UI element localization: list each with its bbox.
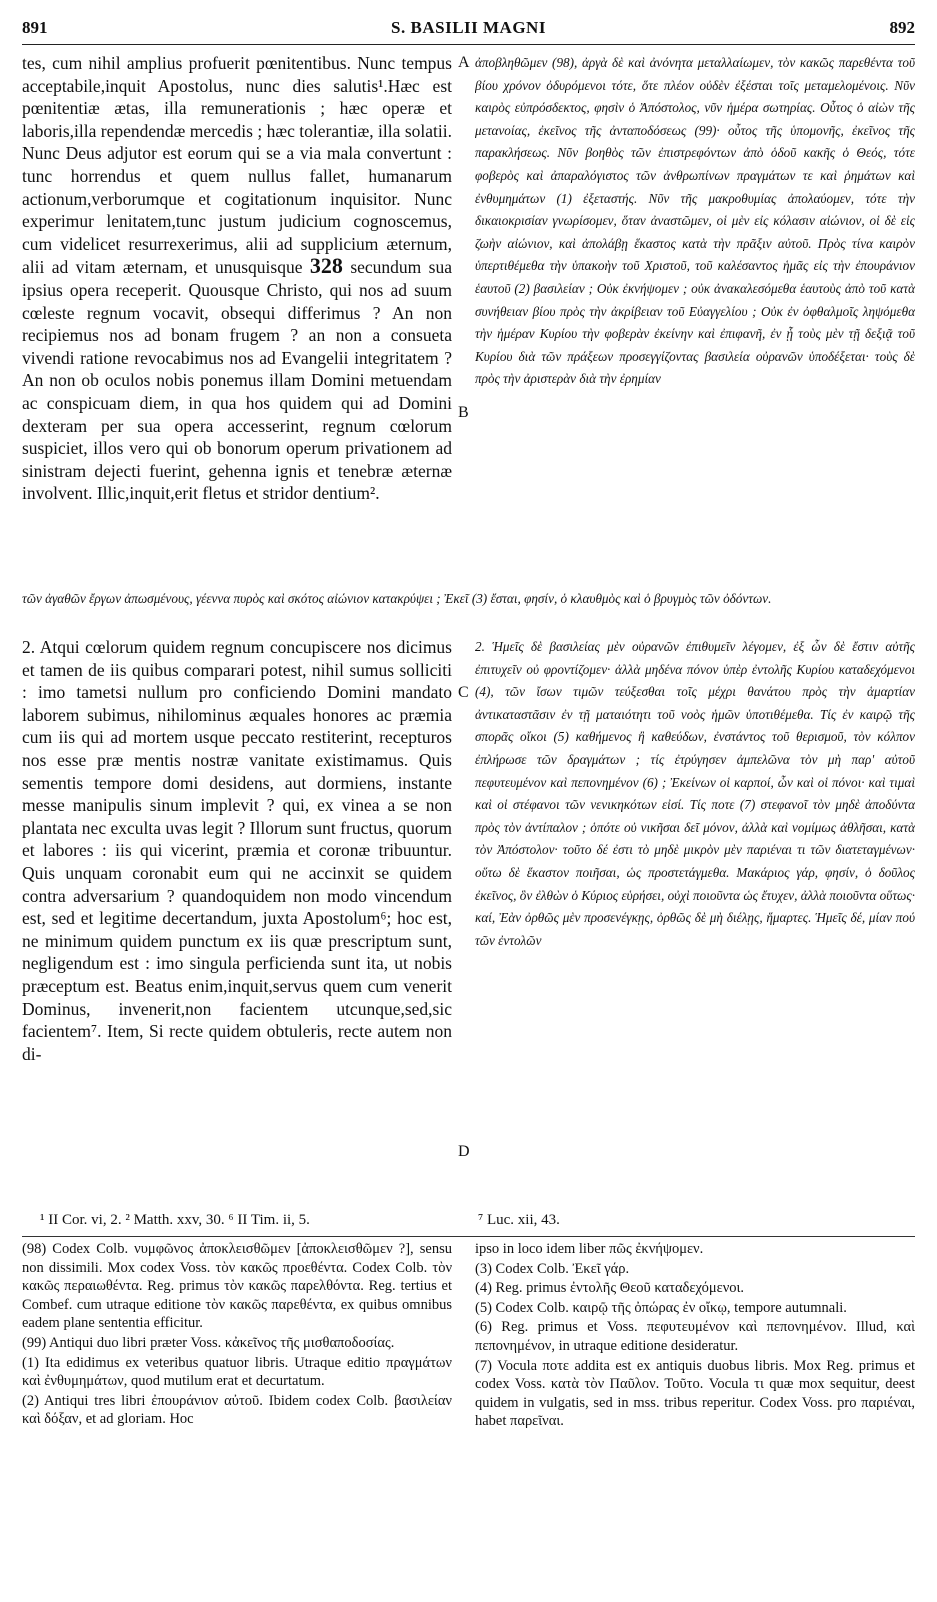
greek-fullwidth-line: [22, 588, 915, 632]
greek-text-fullwidth: τῶν ἀγαθῶν ἔργων ἀπωσμένους, γέεννα πυρὸς καὶ σκότος αἰώνιον κατακρύψει ; Ἐκεῖ (3) ἔσται, φησίν, ὁ κλαυθμὸς καὶ ὁ βρυγμὸς τῶν ὀδόντων.: [22, 591, 772, 606]
latin-column-lower: [22, 636, 452, 1206]
footnote-5: (5) Codex Colb. καιρῷ τῆς ὀπώρας ἐν οἴκῳ, tempore autumnali.: [475, 1299, 847, 1316]
header-rule: [22, 44, 915, 45]
footnote-2: (2) Antiqui tres libri ἐπουράνιον αὐτοῦ. Ibidem codex Colb. βασιλείαν καὶ δόξαν, et ad gloriam. Hoc: [22, 1392, 452, 1428]
footnote-7: (7) Vocula ποτε addita est ex antiquis duobus libris. Mox Reg. primus et codex Voss. κατὰ τὸν Παῦλον. Τοῦτο. Vocula τι quæ mox sequitur, deest quidem in vulgatis, sed in mss. tribus reperitur. Codex Voss. pro παριέναι, habet παρεῖναι.: [475, 1357, 915, 1430]
footnotes-left: [22, 1240, 452, 1596]
footnote-rule: [22, 1236, 915, 1237]
greek-column-upper: [475, 52, 915, 588]
footnote-98: (98) Codex Colb. νυμφῶνος ἀποκλεισθῶμεν [ἀποκλεισθῶμεν ?], sensu non dissimili. Mox codex Voss. τὸν κακῶς προεθέντα. Codex Colb. τὸν κακῶς περαιωθέντα. Reg. primus τὸν κακῶς παρελθόντα. Reg. tertius et Combef. cum utraque editione τὸν κακῶς παρεθέντα, ex quibus omnibus eadem plane sententia efficitur.: [22, 1241, 452, 1332]
margin-marker-d: D: [458, 1143, 470, 1160]
running-title: S. BASILII MAGNI: [391, 18, 546, 37]
latin-text-upper-after: secundum sua ipsius opera receperit. Quousque Christo, qui nos ad suum cœleste regnum vocavit, obsequi differimus ? An non recipiemus nos ad bonam frugem ? an non a consueta vivendi ratione revocabimus nos ad Evangelii integritatem ? An non ob oculos nobis ponemus illam Domini metuendam ac conspicuam diem, in qua hos quidem qui ad Domini dexteram per sua opera accesserint, regnum cœlorum suspiciet, illos vero qui ob bonorum operum privationem ad sinistram dejecti fuerint, gehenna ignis et tenebræ æternæ involvent. Illic,inquit,erit fletus et stridor dentium².: [22, 257, 452, 504]
footnote-1: (1) Ita edidimus ex veteribus quatuor libris. Utraque editio πραγμάτων καὶ ἐνθυμημάτων, quod mutilum erat et decurtatum.: [22, 1354, 452, 1390]
left-page-number: 891: [22, 18, 48, 37]
greek-column-lower: [475, 636, 915, 1206]
footnote-2-continued: ipso in loco idem liber πῶς ἐκνήψομεν.: [475, 1241, 704, 1257]
latin-column-upper: [22, 52, 452, 584]
scripture-references-right: ⁷ Luc. xii, 43.: [478, 1212, 560, 1228]
footnote-99: (99) Antiqui duo libri præter Voss. κἀκεῖνος τῆς μισθαποδοσίας.: [22, 1334, 395, 1351]
footnote-6: (6) Reg. primus et Voss. πεφυτευμένον καὶ πεπονημένον. Illud, καὶ πεπονημένον, in utraque editione desideratur.: [475, 1319, 915, 1354]
latin-text-upper-before: tes, cum nihil amplius profuerit pœnitentibus. Nunc tempus acceptabile,inquit Apostolus, nunc dies salutis¹.Hæc est pœnitentiæ ætas, illa remunerationis ; hæc operæ et laboris,illa rependendæ mercedis ; hæc tolerantiæ, illa solatii. Nunc Deus adjutor est eorum qui se a via mala convertunt : tunc horrendus et quem nullus fallet, humanarum actionum,verborumque et cogitationum inquisitor. Nunc experimur lenitatem,tunc justum judicium cognoscemus, cum videlicet resurrexerimus, alii ad supplicium æternum, alii ad vitam æternam, et unusquisque: [22, 53, 452, 278]
footnotes-right: [475, 1240, 915, 1596]
margin-marker-b: B: [458, 404, 469, 421]
greek-text-upper: ἀποβληθῶμεν (98), ἀργὰ δὲ καὶ ἀνόνητα μεταλλαίωμεν, τὸν κακῶς παρεθέντα τοῦ βίου χρόνον ὀδυρόμενοι τότε, ὅτε πλέον οὐδὲν ἐξέσται τοῖς μεταμελομένοις. Νῦν καιρὸς εὐπρόσδεκτος, φησὶν ὁ Ἀπόστολος, νῦν ἡμέρα σωτηρίας. Οὗτος ὁ αἰὼν τῆς μετανοίας, ἐκεῖνος τῆς ἀνταποδόσεως (99)· οὗτος τῆς ὑπομονῆς, ἐκεῖνος τῆς παρακλήσεως. Νῦν βοηθὸς τῶν ἐπιστρεφόντων ἀπὸ ὁδοῦ κακῆς ὁ Θεός, τότε φοβερὸς καὶ ἀπαραλόγιστος τῶν ἀνθρωπίνων πραγμάτων τε καὶ ῥημάτων καὶ ἐνθυμημάτων (1) ἐξεταστής. Νῦν τῆς μακροθυμίας ἀπολαύομεν, τότε τὴν δικαιοκρισίαν γνωρίσομεν, ὅταν ἀναστῶμεν, οἱ μὲν εἰς κόλασιν αἰώνιον, οἱ δὲ εἰς ζωὴν αἰώνιον, καὶ ἀπολάβῃ ἕκαστος κατὰ τὴν πρᾶξιν αὐτοῦ. Πρὸς τίνα καιρὸν ὑπερτιθέμεθα τὴν ὑπακοὴν τοῦ Χριστοῦ, τοῦ καλέσαντος ἡμᾶς εἰς τὴν ἐπουράνιον ἑαυτοῦ (2) βασιλείαν ; Οὐκ ἐκνήψομεν ; οὐκ ἀνακαλεσόμεθα ἑαυτοὺς ἀπὸ τοῦ κατὰ συνήθειαν βίου πρὸς τὴν ἀκρίβειαν τοῦ Εὐαγγελίου ; Οὐκ ἐν ὀφθαλμοῖς ληψόμεθα τὴν ἡμέραν Κυρίου τὴν φοβερὰν ἐκείνην καὶ ἐπιφανῆ, ἐν ᾗ τοὺς μὲν τῇ δεξιᾷ τοῦ Κυρίου διὰ τῶν πράξεων προσεγγίζοντας βασιλεία οὐρανῶν ὑποδέξεται· τοὺς δὲ πρὸς τὴν ἀριστερὰν διὰ τὴν ἐρημίαν: [475, 55, 915, 387]
greek-text-lower: 2. Ἡμεῖς δὲ βασιλείας μὲν οὐρανῶν ἐπιθυμεῖν λέγομεν, ἐξ ὧν δὲ ἔστιν αὐτῆς ἐπιτυχεῖν οὐ φροντίζομεν· ἀλλὰ μηδένα πόνον ὑπὲρ ἐντολῆς Κυρίου καταδεχόμενοι (4), τῶν ἴσων τιμῶν τεύξεσθαι τοῖς μέχρι θανάτου πρὸς τὴν ἁμαρτίαν ἀντικαταστᾶσιν ἐν τῇ ματαιότητι τοῦ νοὸς ἡμῶν ὑποτιθέμεθα. Τίς ἐν καιρῷ τῆς σπορᾶς οἴκοι (5) καθήμενος ἢ καθεύδων, ἐνστάντος τοῦ θερισμοῦ, τὸν κόλπον ἐπλήρωσε τῶν δραγμάτων ; τίς ἐτρύγησεν ἀμπελῶνα τὸν μὴ παρ' αὐτοῦ πεφυτευμένον καὶ πεπονημένον (6) ; Ἐκείνων οἱ καρποί, ὧν καὶ οἱ πόνοι· καὶ τιμαὶ καὶ οἱ στέφανοι τῶν νενικηκότων εἰσί. Τίς ποτε (7) στεφανοῖ τὸν μηδὲ ἀποδύντα πρὸς τὸν ἀντίπαλον ; ὁπότε οὐ νικῆσαι δεῖ μόνον, ἀλλὰ καὶ νομίμως ἀθλῆσαι, κατὰ τὸν Ἀπόστολον· τοῦτο δέ ἐστι τὸ μηδὲ μικρὸν μὲν παριέναι τι τῶν διατεταγμένων· οὕτω δὲ ἕκαστον ποιῆσαι, ὡς προστετάγμεθα. Μακάριος γάρ, φησίν, ὁ δοῦλος ἐκεῖνος, ὃν ἐλθὼν ὁ Κύριος εὑρήσει, οὐχὶ ποιοῦντα ὡς ἔτυχεν, ἀλλὰ ποιοῦντα οὕτως· καί, Ἐὰν ὀρθῶς μὲν προσενέγκῃς, ὀρθῶς δὲ μὴ διέλῃς, ἥμαρτες. Ἡμεῖς δέ, μίαν πού τῶν ἐντολῶν: [475, 639, 915, 948]
margin-marker-a: A: [458, 54, 470, 71]
scripture-references-left: ¹ II Cor. vi, 2. ² Matth. xxv, 30. ⁶ II Tim. ii, 5.: [40, 1212, 310, 1228]
page-header: [22, 18, 915, 40]
right-page-number: 892: [889, 18, 915, 37]
footnote-4: (4) Reg. primus ἐντολῆς Θεοῦ καταδεχόμενοι.: [475, 1280, 745, 1297]
latin-text-lower: 2. Atqui cœlorum quidem regnum concupiscere nos dicimus et tamen de iis quibus comparari potest, nihil sumus solliciti : imo tametsi nullum pro conficiendo Domini mandato laborem subimus, nihilominus æquales honores ac præmia cum iis qui ad mortem usque peccato restiterint, recepturos nos esse præ mentis nostræ vanitate existimamus. Quis sementis tempore domi desidens, aut dormiens, instante messe manipulis sinum implevit ? qui, ex vinea a se non plantata nec exculta uvas legit ? Illorum sunt fructus, quorum et labores : iis qui vicerint, præmia et coronæ tribuuntur. Quis unquam coronabit eum qui ne accinxit se quidem contra adversarium ? quandoquidem non modo vincendum est, sed et legitime decertandum, juxta Apostolum⁶; hoc est, ne minimum quidem punctum ex iis quæ prescriptum sunt, negligendum est : imo singula perficienda sunt ita, ut nobis præceptum est. Beatus enim,inquit,servus quem cum venerit Dominus, invenerit,non facientem utcunque,sed,sic facientem⁷. Item, Si recte quidem obtuleris, recte autem non di-: [22, 637, 452, 1064]
margin-marker-c: C: [458, 684, 469, 701]
footnote-3: (3) Codex Colb. Ἐκεῖ γάρ.: [475, 1260, 630, 1277]
column-number: 328: [309, 253, 343, 279]
